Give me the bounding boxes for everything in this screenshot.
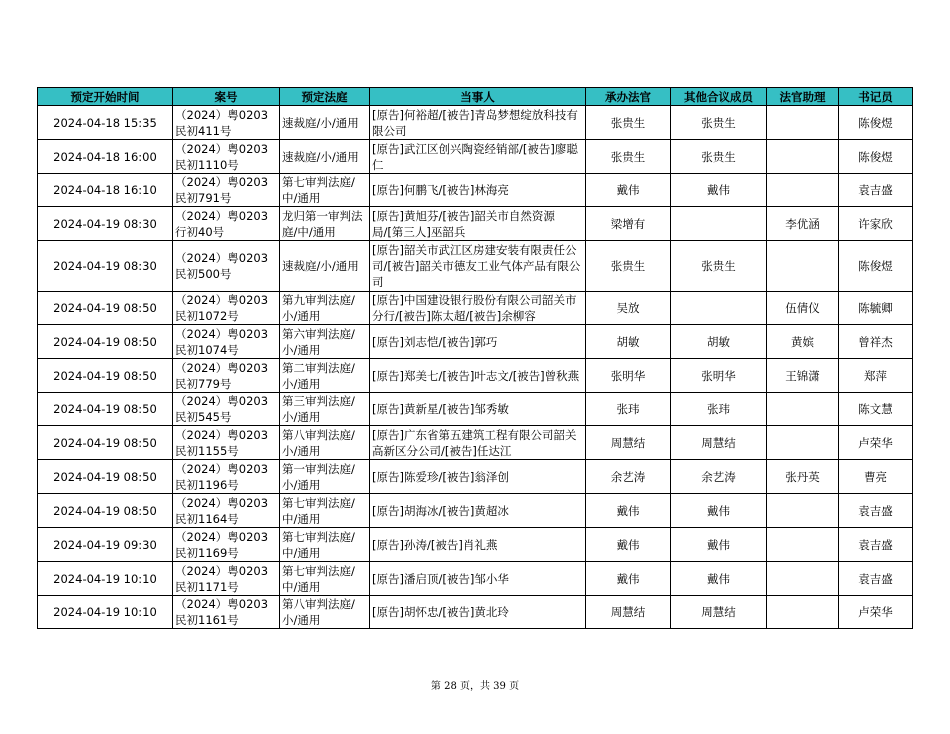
- cell-judge-assistant: 王锦潇: [767, 359, 839, 393]
- cell-case-number: （2024）粤0203民初1074号: [173, 325, 280, 359]
- cell-clerk: 曹亮: [839, 460, 913, 494]
- cell-clerk: 陈俊煜: [839, 241, 913, 292]
- cell-start-time: 2024-04-19 08:50: [38, 393, 173, 426]
- cell-courtroom: 第七审判法庭/中/通用: [280, 562, 370, 596]
- cell-courtroom: 第七审判法庭/中/通用: [280, 174, 370, 207]
- cell-clerk: 袁吉盛: [839, 528, 913, 562]
- cell-start-time: 2024-04-19 08:50: [38, 359, 173, 393]
- cell-courtroom: 第八审判法庭/小/通用: [280, 426, 370, 460]
- table-row: [38, 460, 913, 494]
- cell-start-time: 2024-04-18 16:00: [38, 140, 173, 174]
- cell-case-number: （2024）粤0203民初545号: [173, 393, 280, 426]
- hearing-schedule-table: [37, 87, 913, 629]
- table-row: [38, 528, 913, 562]
- cell-presiding-judge: 张贵生: [586, 106, 671, 140]
- cell-parties: [原告]广东省第五建筑工程有限公司韶关高新区分公司/[被告]任达江: [370, 426, 586, 460]
- cell-courtroom: 第六审判法庭/小/通用: [280, 325, 370, 359]
- cell-judge-assistant: 伍倩仪: [767, 292, 839, 325]
- cell-parties: [原告]胡海冰/[被告]黄超冰: [370, 494, 586, 528]
- cell-presiding-judge: 余艺涛: [586, 460, 671, 494]
- cell-presiding-judge: 周慧结: [586, 426, 671, 460]
- cell-judge-assistant: [767, 562, 839, 596]
- cell-panel-members: [671, 292, 767, 325]
- cell-clerk: 卢荣华: [839, 596, 913, 629]
- cell-case-number: （2024）粤0203行初40号: [173, 207, 280, 241]
- cell-start-time: 2024-04-19 08:30: [38, 241, 173, 292]
- cell-courtroom: 第八审判法庭/小/通用: [280, 596, 370, 629]
- cell-clerk: 袁吉盛: [839, 562, 913, 596]
- table-row: [38, 596, 913, 629]
- cell-parties: [原告]陈爱珍/[被告]翁泽创: [370, 460, 586, 494]
- cell-parties: [原告]郑美七/[被告]叶志文/[被告]曾秋燕: [370, 359, 586, 393]
- cell-clerk: 卢荣华: [839, 426, 913, 460]
- cell-clerk: 陈俊煜: [839, 106, 913, 140]
- cell-judge-assistant: [767, 106, 839, 140]
- cell-presiding-judge: 戴伟: [586, 494, 671, 528]
- cell-judge-assistant: [767, 426, 839, 460]
- cell-case-number: （2024）粤0203民初1110号: [173, 140, 280, 174]
- cell-judge-assistant: [767, 174, 839, 207]
- cell-parties: [原告]黄旭芬/[被告]韶关市自然资源局/[第三人]巫韶兵: [370, 207, 586, 241]
- table-row: [38, 393, 913, 426]
- cell-case-number: （2024）粤0203民初1072号: [173, 292, 280, 325]
- cell-case-number: （2024）粤0203民初1171号: [173, 562, 280, 596]
- cell-presiding-judge: 胡敏: [586, 325, 671, 359]
- table-row: [38, 426, 913, 460]
- cell-presiding-judge: 张玮: [586, 393, 671, 426]
- cell-parties: [原告]黄新星/[被告]邹秀敏: [370, 393, 586, 426]
- cell-presiding-judge: 周慧结: [586, 596, 671, 629]
- cell-courtroom: 第七审判法庭/中/通用: [280, 494, 370, 528]
- cell-presiding-judge: 戴伟: [586, 562, 671, 596]
- table-row: [38, 207, 913, 241]
- cell-clerk: 陈文慧: [839, 393, 913, 426]
- header-case-number: 案号: [173, 88, 280, 106]
- header-parties: 当事人: [370, 88, 586, 106]
- table-row: [38, 494, 913, 528]
- header-panel-members: 其他合议成员: [671, 88, 767, 106]
- cell-start-time: 2024-04-19 08:50: [38, 426, 173, 460]
- cell-judge-assistant: [767, 241, 839, 292]
- cell-courtroom: 速裁庭/小/通用: [280, 106, 370, 140]
- cell-courtroom: 第三审判法庭/小/通用: [280, 393, 370, 426]
- cell-start-time: 2024-04-19 08:50: [38, 292, 173, 325]
- table-row: [38, 562, 913, 596]
- cell-courtroom: 第一审判法庭/小/通用: [280, 460, 370, 494]
- cell-start-time: 2024-04-18 16:10: [38, 174, 173, 207]
- cell-panel-members: 张贵生: [671, 241, 767, 292]
- table-header-row: [38, 88, 913, 106]
- cell-panel-members: 戴伟: [671, 528, 767, 562]
- cell-clerk: 陈毓卿: [839, 292, 913, 325]
- cell-judge-assistant: [767, 528, 839, 562]
- cell-presiding-judge: 张贵生: [586, 140, 671, 174]
- cell-clerk: 袁吉盛: [839, 494, 913, 528]
- cell-parties: [原告]刘志恺/[被告]郭巧: [370, 325, 586, 359]
- cell-judge-assistant: 张丹英: [767, 460, 839, 494]
- cell-parties: [原告]潘启顶/[被告]邹小华: [370, 562, 586, 596]
- cell-case-number: （2024）粤0203民初1155号: [173, 426, 280, 460]
- table-row: [38, 106, 913, 140]
- cell-case-number: （2024）粤0203民初500号: [173, 241, 280, 292]
- cell-start-time: 2024-04-19 08:30: [38, 207, 173, 241]
- cell-judge-assistant: 李优涵: [767, 207, 839, 241]
- cell-parties: [原告]胡怀忠/[被告]黄北玲: [370, 596, 586, 629]
- cell-judge-assistant: [767, 393, 839, 426]
- header-clerk: 书记员: [839, 88, 913, 106]
- cell-case-number: （2024）粤0203民初1164号: [173, 494, 280, 528]
- cell-start-time: 2024-04-19 08:50: [38, 494, 173, 528]
- cell-presiding-judge: 戴伟: [586, 174, 671, 207]
- header-judge-assistant: 法官助理: [767, 88, 839, 106]
- cell-start-time: 2024-04-19 09:30: [38, 528, 173, 562]
- cell-parties: [原告]何裕超/[被告]青岛梦想绽放科技有限公司: [370, 106, 586, 140]
- cell-clerk: 袁吉盛: [839, 174, 913, 207]
- cell-courtroom: 第九审判法庭/小/通用: [280, 292, 370, 325]
- cell-parties: [原告]中国建设银行股份有限公司韶关市分行/[被告]陈太超/[被告]余柳容: [370, 292, 586, 325]
- cell-panel-members: 周慧结: [671, 596, 767, 629]
- page-number: 第 28 页，共 39 页: [430, 681, 520, 692]
- cell-parties: [原告]孙涛/[被告]肖礼燕: [370, 528, 586, 562]
- cell-parties: [原告]韶关市武江区房建安装有限责任公司/[被告]韶关市德友工业气体产品有限公司: [370, 241, 586, 292]
- cell-courtroom: 速裁庭/小/通用: [280, 140, 370, 174]
- table-row: [38, 292, 913, 325]
- cell-case-number: （2024）粤0203民初1196号: [173, 460, 280, 494]
- cell-judge-assistant: 黄嫔: [767, 325, 839, 359]
- cell-panel-members: [671, 207, 767, 241]
- header-start-time: 预定开始时间: [38, 88, 173, 106]
- table-row: [38, 174, 913, 207]
- cell-panel-members: 张明华: [671, 359, 767, 393]
- cell-case-number: （2024）粤0203民初411号: [173, 106, 280, 140]
- table-row: [38, 241, 913, 292]
- cell-presiding-judge: 张贵生: [586, 241, 671, 292]
- cell-panel-members: 戴伟: [671, 562, 767, 596]
- cell-presiding-judge: 戴伟: [586, 528, 671, 562]
- cell-courtroom: 第七审判法庭/中/通用: [280, 528, 370, 562]
- cell-case-number: （2024）粤0203民初779号: [173, 359, 280, 393]
- cell-courtroom: 龙归第一审判法庭/中/通用: [280, 207, 370, 241]
- cell-case-number: （2024）粤0203民初791号: [173, 174, 280, 207]
- cell-panel-members: 戴伟: [671, 494, 767, 528]
- cell-judge-assistant: [767, 494, 839, 528]
- table-row: [38, 325, 913, 359]
- cell-panel-members: 戴伟: [671, 174, 767, 207]
- cell-start-time: 2024-04-18 15:35: [38, 106, 173, 140]
- cell-presiding-judge: 吴放: [586, 292, 671, 325]
- cell-clerk: 曾祥杰: [839, 325, 913, 359]
- cell-parties: [原告]武江区创兴陶瓷经销部/[被告]廖聪仁: [370, 140, 586, 174]
- cell-start-time: 2024-04-19 10:10: [38, 596, 173, 629]
- cell-courtroom: 速裁庭/小/通用: [280, 241, 370, 292]
- cell-panel-members: 张玮: [671, 393, 767, 426]
- cell-presiding-judge: 梁增有: [586, 207, 671, 241]
- cell-judge-assistant: [767, 596, 839, 629]
- cell-panel-members: 张贵生: [671, 140, 767, 174]
- cell-start-time: 2024-04-19 10:10: [38, 562, 173, 596]
- cell-clerk: 陈俊煜: [839, 140, 913, 174]
- cell-clerk: 郑萍: [839, 359, 913, 393]
- header-courtroom: 预定法庭: [280, 88, 370, 106]
- cell-parties: [原告]何鹏飞/[被告]林海亮: [370, 174, 586, 207]
- cell-courtroom: 第二审判法庭/小/通用: [280, 359, 370, 393]
- cell-panel-members: 余艺涛: [671, 460, 767, 494]
- cell-panel-members: 胡敏: [671, 325, 767, 359]
- cell-start-time: 2024-04-19 08:50: [38, 325, 173, 359]
- cell-judge-assistant: [767, 140, 839, 174]
- table-row: [38, 359, 913, 393]
- cell-presiding-judge: 张明华: [586, 359, 671, 393]
- cell-case-number: （2024）粤0203民初1169号: [173, 528, 280, 562]
- header-presiding-judge: 承办法官: [586, 88, 671, 106]
- table-row: [38, 140, 913, 174]
- cell-panel-members: 张贵生: [671, 106, 767, 140]
- cell-case-number: （2024）粤0203民初1161号: [173, 596, 280, 629]
- cell-start-time: 2024-04-19 08:50: [38, 460, 173, 494]
- cell-panel-members: 周慧结: [671, 426, 767, 460]
- cell-clerk: 许家欣: [839, 207, 913, 241]
